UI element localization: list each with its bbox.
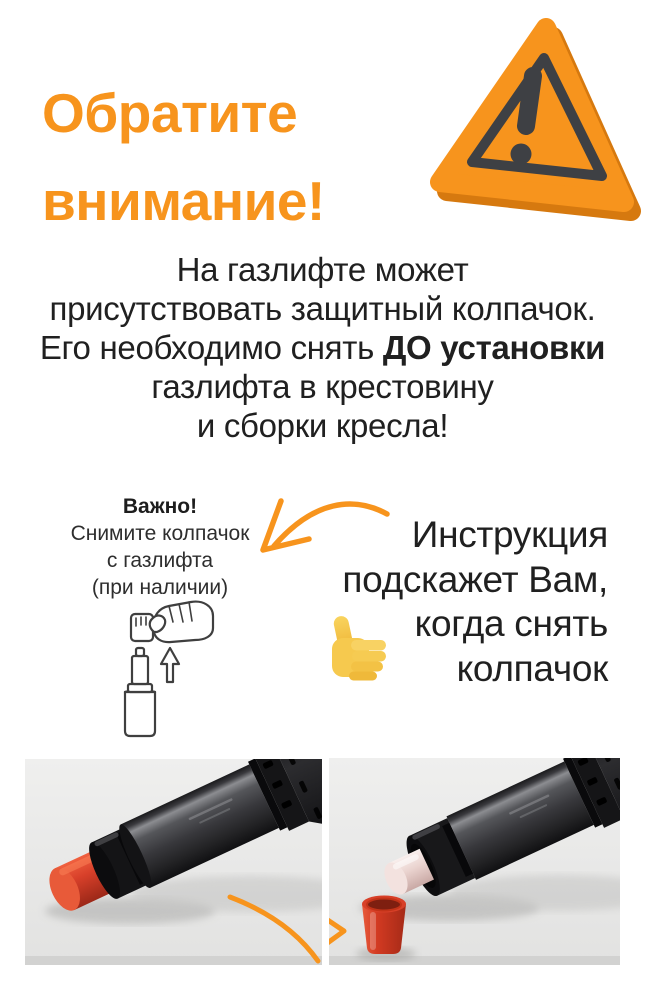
notice-line3-bold: ДО установки [382,329,606,366]
notice-line: присутствовать защитный колпачок. [49,290,596,327]
gas-lift-cap-off-photo [329,758,620,965]
notice-line: и сборки кресла! [196,407,449,444]
remove-cap-illustration [95,598,229,740]
important-line: с газлифта [106,549,214,572]
page-title-line1: Обратите [42,81,298,144]
important-line: (при наличии) [91,576,229,599]
page-title-line2: внимание! [42,169,325,232]
instruction-line: колпачок [456,647,608,689]
notice-line: На газлифте может [176,251,469,288]
notice-text [0,250,645,445]
notice-line: газлифта в крестовину [151,368,494,405]
instruction-line: когда снять [414,603,608,644]
page-title [42,69,442,245]
notice-line [0,328,645,367]
thumbs-up-icon [323,610,397,684]
instruction-line: подскажет Вам, [342,558,608,600]
important-title: Важно! [122,495,198,518]
important-note [40,493,280,601]
important-line: Снимите колпачок [70,522,250,545]
notice-line3-prefix: Его необходимо снять [39,329,383,366]
warning-triangle-icon [430,16,642,232]
instruction-line: Инструкция [411,514,608,555]
gas-lift-cap-on-photo [25,759,322,965]
